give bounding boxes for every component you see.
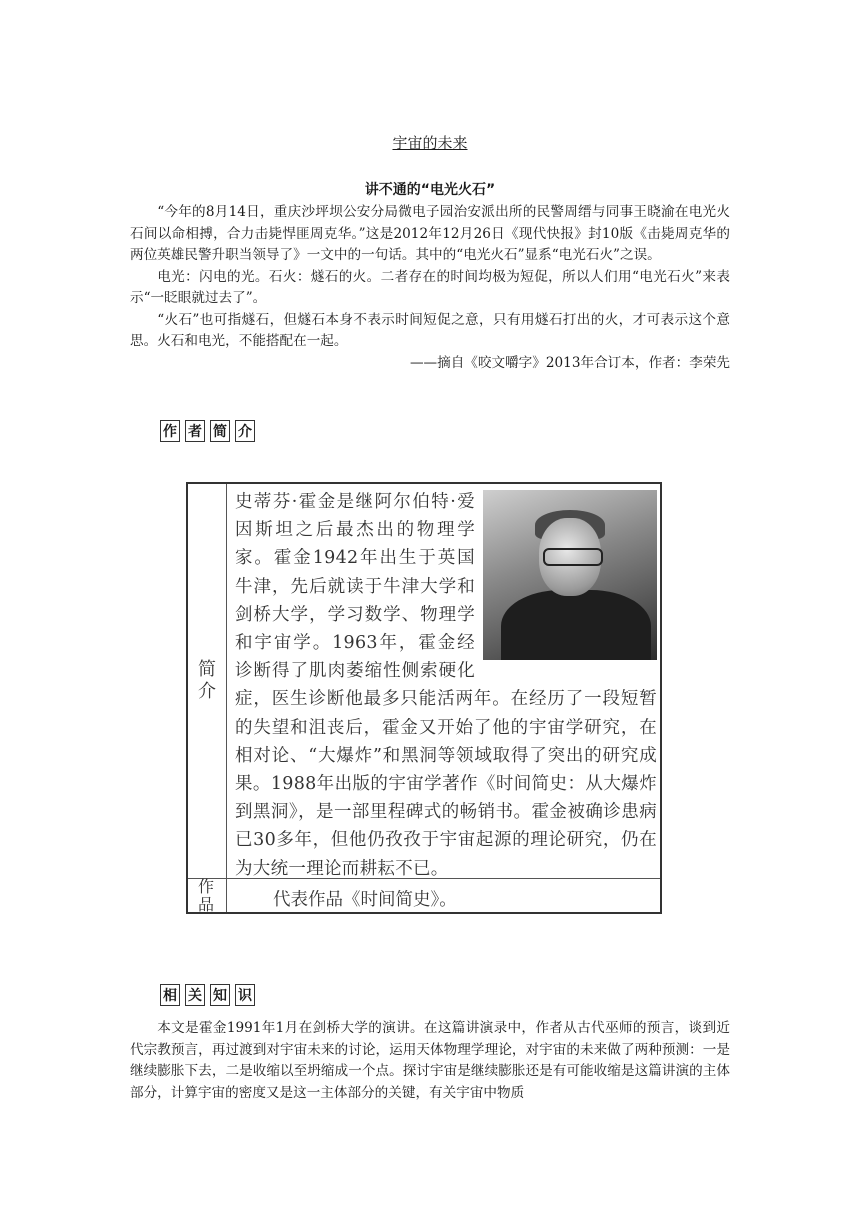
heading-char: 简 (210, 420, 230, 442)
works-text: 代表作品《时间简史》。 (273, 890, 457, 910)
related-knowledge (130, 1018, 730, 1104)
article-paragraph: 电光：闪电的光。石火：燧石的火。二者存在的时间均极为短促，所以人们用“电光石火”来表示“一眨眼就过去了”。 (130, 268, 730, 306)
heading-char: 作 (160, 420, 180, 442)
intro-text-cell (235, 488, 657, 883)
heading-char: 者 (185, 420, 205, 442)
intro-label: 简介 (198, 659, 216, 702)
article-title: 讲不通的“电光火石” (364, 182, 496, 198)
heading-char: 相 (160, 984, 180, 1006)
related-paragraph: 本文是霍金1991年1月在剑桥大学的演讲。在这篇讲演录中，作者从古代巫师的预言，谈到近代宗教预言，再过渡到对宇宙未来的讨论，运用天体物理学理论，对宇宙的未来做了两种预测：一是继续膨胀下去，二是收缩以至坍缩成一个点。探讨宇宙是继续膨胀还是有可能收缩是这篇讲演的主体部分，计算宇宙的密度又是这一主体部分的关键，有关宇宙中物质 (130, 1020, 730, 1101)
article-source: ——摘自《咬文嚼字》2013年合订本，作者：李荣先 (409, 354, 730, 371)
intro-text: 史蒂芬·霍金是继阿尔伯特·爱因斯坦之后最杰出的物理学家。霍金1942年出生于英国牛津，先后就读于牛津大学和剑桥大学，学习数学、物理学和宇宙学。1963年，霍金经诊断得了肌肉萎缩性侧索硬化症，医生诊断他最多只能活两年。在经历了一段短暂的失望和沮丧后，霍金又开始了他的宇宙学研究，在相对论、“大爆炸”和黑洞等领域取得了突出的研究成果。1988年出版的宇宙学著作《时间简史：从大爆炸到黑洞》，是一部里程碑式的畅销书。霍金被确诊患病已30多年，但他仍孜孜于宇宙起源的理论研究，仍在为大统一理论而耕耘不已。 (235, 492, 657, 879)
author-portrait (483, 490, 657, 660)
works-label: 作品 (198, 878, 215, 914)
heading-char: 介 (235, 420, 255, 442)
article (130, 178, 730, 374)
heading-char: 关 (185, 984, 205, 1006)
portrait-body-shape (501, 590, 651, 660)
heading-char: 识 (235, 984, 255, 1006)
page-title: 宇宙的未来 (392, 134, 468, 152)
heading-char: 知 (210, 984, 230, 1006)
article-paragraph: “火石”也可指燧石，但燧石本身不表示时间短促之意，只有用燧石打出的火，才可表示这个意思。火石和电光，不能搭配在一起。 (130, 311, 730, 349)
author-profile-table (186, 482, 662, 914)
author-intro-heading (160, 420, 255, 442)
article-paragraph: “今年的8月14日，重庆沙坪坝公安分局微电子园治安派出所的民警周缙与同事王晓渝在电光火石间以命相搏，合力击毙悍匪周克华。”这是2012年12月26日《现代快报》封10版《击毙周克华的两位英雄民警升职当领导了》一文中的一句话。其中的“电光火石”显系“电光石火”之误。 (130, 204, 730, 263)
related-knowledge-heading (160, 984, 255, 1006)
portrait-glasses-shape (543, 548, 603, 566)
